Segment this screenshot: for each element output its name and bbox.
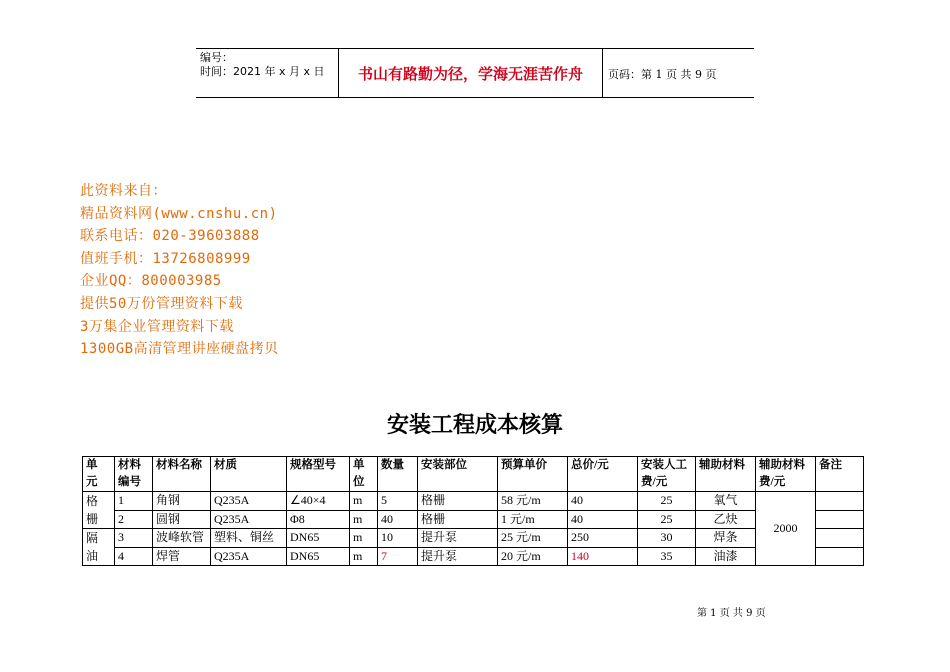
aux-fee-total: 2000 xyxy=(756,492,816,566)
header-cell: 材料名称 xyxy=(153,457,211,492)
cell-aux: 氧气 xyxy=(696,492,756,511)
cell-remark xyxy=(816,529,864,548)
cell-uom: m xyxy=(350,510,378,529)
page-footer: 第 1 页 共 9 页 xyxy=(697,608,766,619)
cell-material: Q235A xyxy=(211,492,287,511)
cell-part: 提升泵 xyxy=(418,547,498,566)
header-cell: 辅助材料 费/元 xyxy=(756,457,816,492)
source-line: 联系电话：020-39603888 xyxy=(80,228,260,245)
cell-labor: 35 xyxy=(638,547,696,566)
header-cell: 数量 xyxy=(378,457,418,492)
cell-qty: 10 xyxy=(378,529,418,548)
page-title: 安装工程成本核算 xyxy=(386,412,563,438)
source-line: 此资料来自： xyxy=(80,183,167,199)
header-cell: 预算单价 xyxy=(498,457,568,492)
source-info xyxy=(80,180,279,361)
cell-qty: 40 xyxy=(378,510,418,529)
cell-no: 2 xyxy=(115,510,153,529)
cell-part: 格栅 xyxy=(418,492,498,511)
cell-aux: 焊条 xyxy=(696,529,756,548)
cell-total: 40 xyxy=(568,492,638,511)
cell-part: 格栅 xyxy=(418,510,498,529)
source-line: 提供50万份管理资料下载 xyxy=(80,295,243,312)
cell-no: 4 xyxy=(115,547,153,566)
header-motto: 书山有路勤为径，学海无涯苦作舟 xyxy=(338,49,603,97)
cell-labor: 30 xyxy=(638,529,696,548)
header-cell: 材质 xyxy=(211,457,287,492)
table-row xyxy=(83,510,864,529)
source-line: 企业QQ：800003985 xyxy=(80,273,222,290)
cell-uom: m xyxy=(350,529,378,548)
table-row xyxy=(83,529,864,548)
header-cell: 材料 编号 xyxy=(115,457,153,492)
table-header-row xyxy=(83,457,864,492)
header-page-code: 页码：第 1 页 共 9 页 xyxy=(608,68,717,81)
unit-group-cell: 隔 油 xyxy=(83,529,115,566)
header-cell: 辅助材料 xyxy=(696,457,756,492)
cell-spec: Φ8 xyxy=(287,510,350,529)
cell-material: 塑料、铜丝 xyxy=(211,529,287,548)
cell-labor: 25 xyxy=(638,492,696,511)
cell-remark xyxy=(816,547,864,566)
header-cell: 单 位 xyxy=(350,457,378,492)
cell-material: Q235A xyxy=(211,547,287,566)
cost-table xyxy=(82,456,864,566)
number-label: 编号： xyxy=(200,51,233,64)
cell-name: 焊管 xyxy=(153,547,211,566)
table-row xyxy=(83,547,864,566)
table-row xyxy=(83,492,864,511)
cell-total: 250 xyxy=(568,529,638,548)
cell-qty: 5 xyxy=(378,492,418,511)
cell-aux: 油漆 xyxy=(696,547,756,566)
cell-part: 提升泵 xyxy=(418,529,498,548)
cell-remark xyxy=(816,492,864,511)
cell-price: 20 元/m xyxy=(498,547,568,566)
cell-no: 3 xyxy=(115,529,153,548)
time-label: 时间：2021 年 x 月 x 日 xyxy=(200,65,325,78)
header-cell: 规格型号 xyxy=(287,457,350,492)
cell-spec: DN65 xyxy=(287,547,350,566)
cell-labor: 25 xyxy=(638,510,696,529)
header-cell: 单 元 xyxy=(83,457,115,492)
cell-name: 圆钢 xyxy=(153,510,211,529)
cell-no: 1 xyxy=(115,492,153,511)
source-line: 3万集企业管理资料下载 xyxy=(80,318,234,335)
source-line: 精品资料网(www.cnshu.cn) xyxy=(80,205,278,222)
cell-spec: ∠40×4 xyxy=(287,492,350,511)
header-meta xyxy=(200,51,325,79)
cell-total: 140 xyxy=(568,547,638,566)
cell-name: 角钢 xyxy=(153,492,211,511)
cell-price: 1 元/m xyxy=(498,510,568,529)
source-line: 1300GB高清管理讲座硬盘拷贝 xyxy=(80,341,279,358)
header-cell: 备注 xyxy=(816,457,864,492)
cell-material: Q235A xyxy=(211,510,287,529)
cell-name: 波峰软管 xyxy=(153,529,211,548)
header-cell: 安装部位 xyxy=(418,457,498,492)
unit-group-cell: 格 栅 xyxy=(83,492,115,529)
cell-price: 25 元/m xyxy=(498,529,568,548)
document-header xyxy=(196,48,754,98)
header-cell: 安装人工 费/元 xyxy=(638,457,696,492)
cell-price: 58 元/m xyxy=(498,492,568,511)
cell-total: 40 xyxy=(568,510,638,529)
cell-spec: DN65 xyxy=(287,529,350,548)
source-line: 值班手机：13726808999 xyxy=(80,250,251,267)
cell-qty: 7 xyxy=(378,547,418,566)
cell-remark xyxy=(816,510,864,529)
cell-uom: m xyxy=(350,547,378,566)
cell-aux: 乙炔 xyxy=(696,510,756,529)
cell-uom: m xyxy=(350,492,378,511)
header-cell: 总价/元 xyxy=(568,457,638,492)
